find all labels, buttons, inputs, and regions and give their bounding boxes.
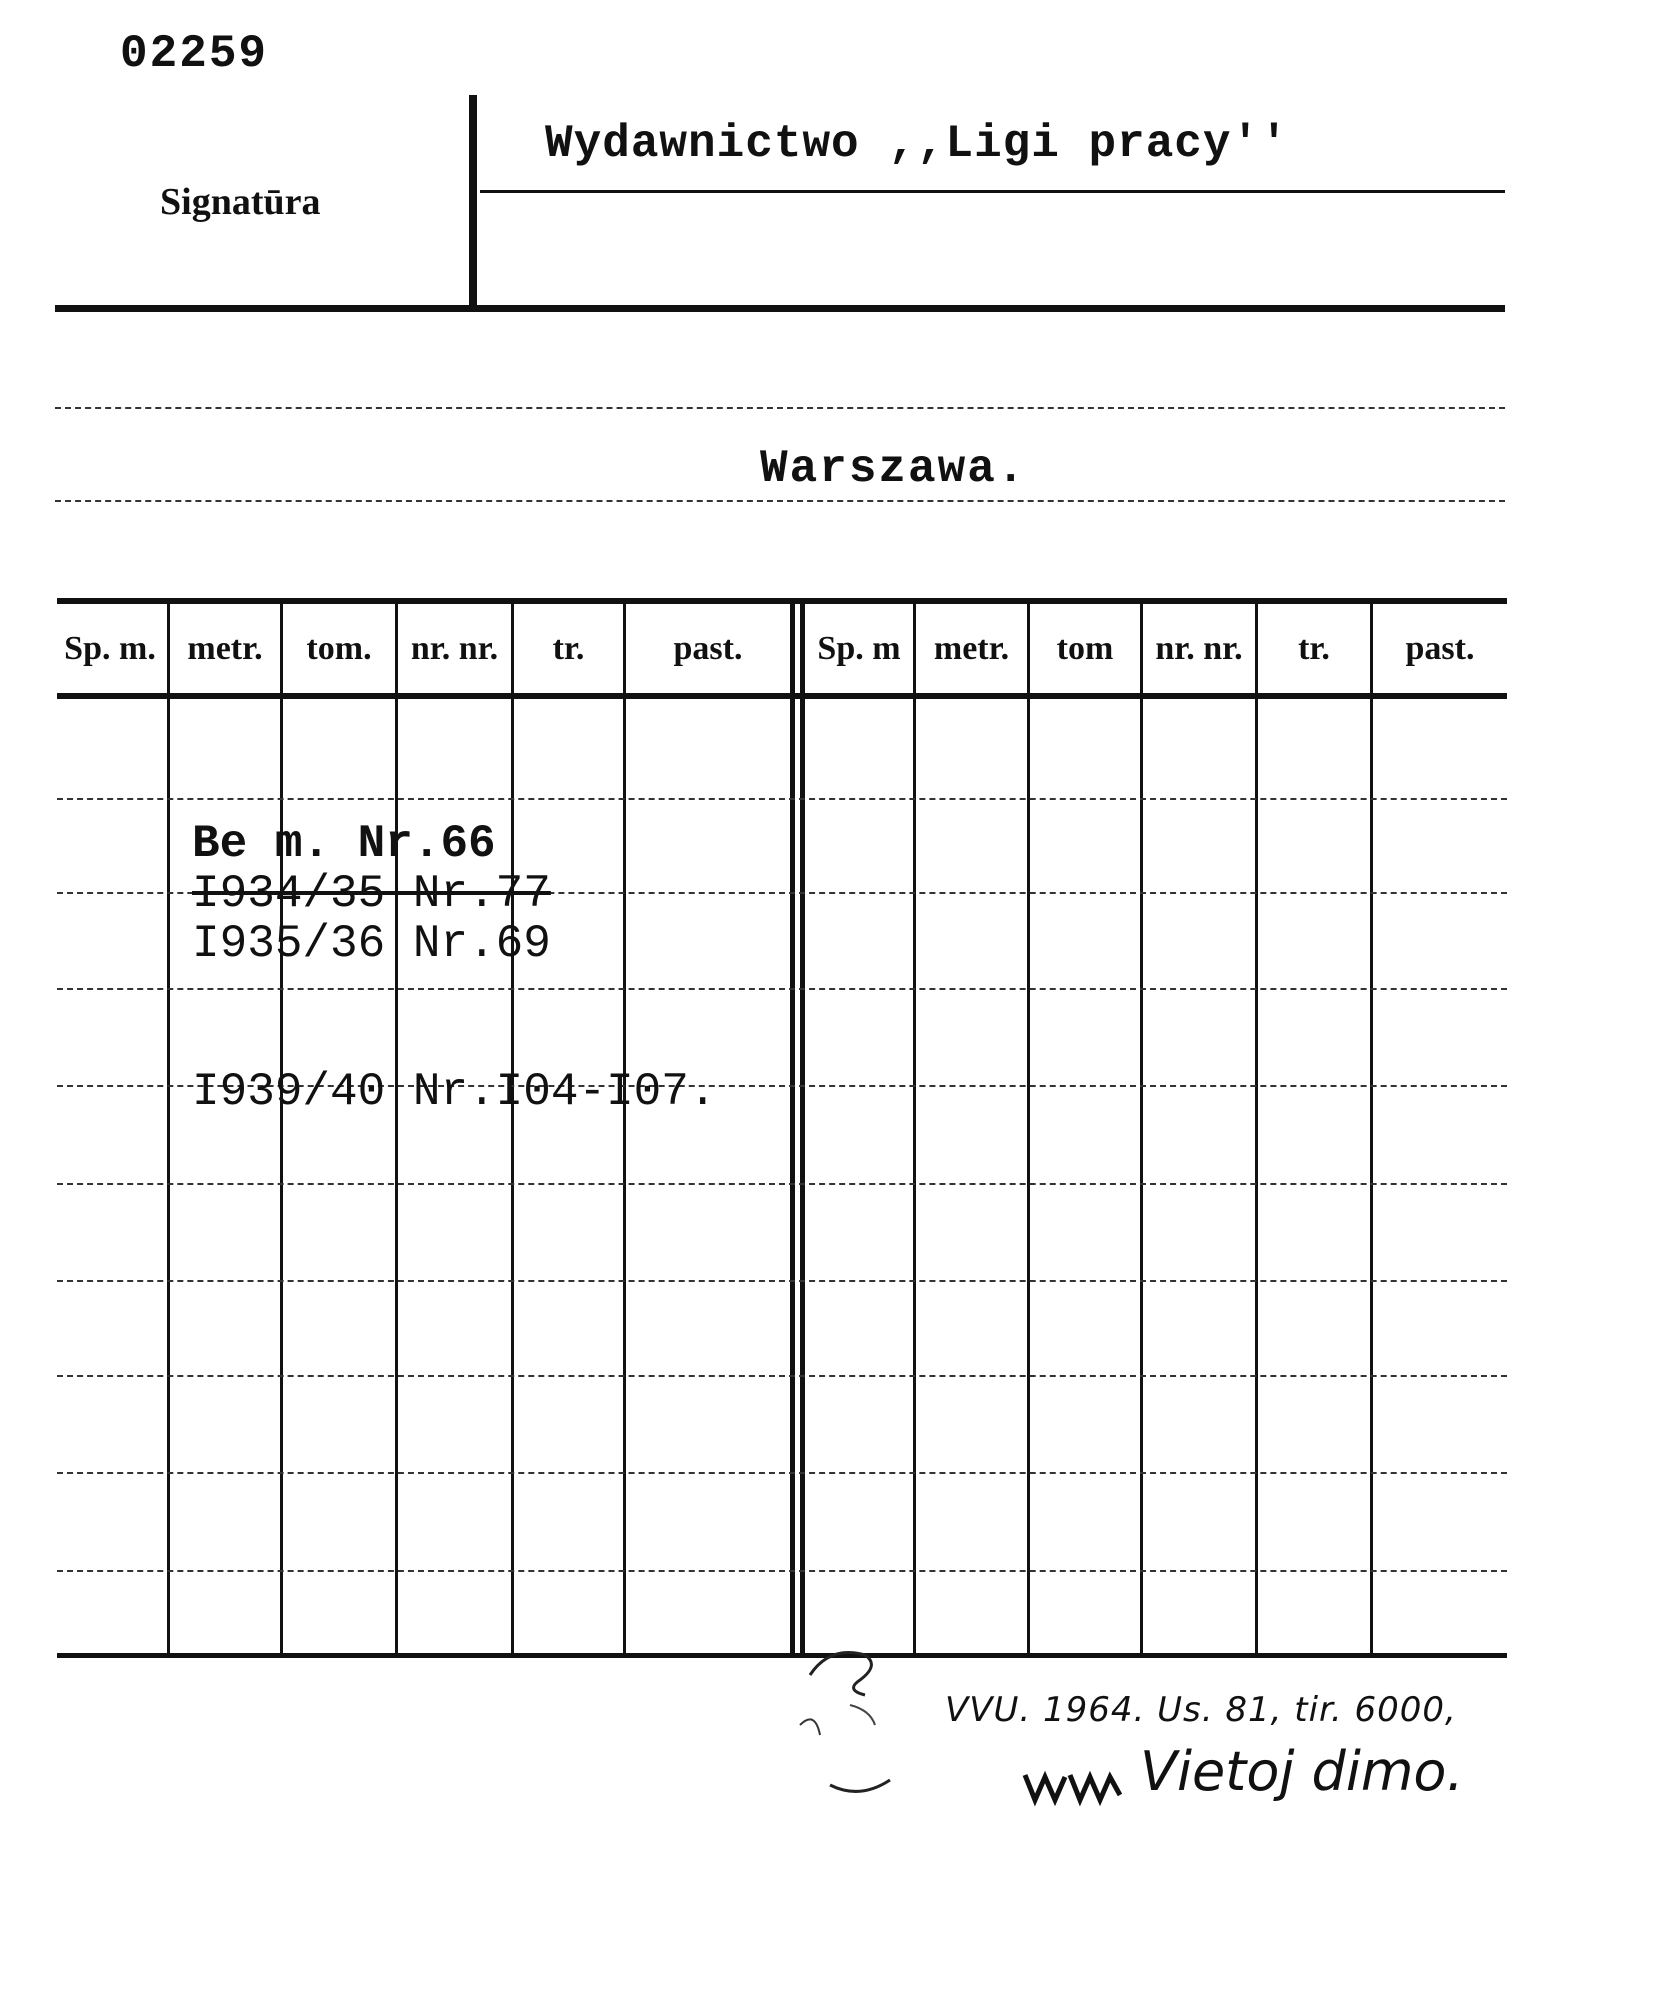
place-name: Warszawa. (760, 443, 1027, 495)
entry-bem: Be m. Nr.66 (192, 818, 496, 870)
col-header-tom-right: tom (1056, 630, 1114, 667)
col-line (1255, 604, 1258, 1654)
handwritten-note-1: VVU. 1964. Us. 81, tir. 6000, (945, 1690, 1457, 1730)
middle-double-line (800, 604, 805, 1654)
col-header-nr-nr: nr. nr. (410, 630, 499, 667)
col-line (1140, 604, 1143, 1654)
row-line (57, 1570, 1507, 1572)
entry-1935-36: I935/36 Nr.69 (192, 918, 551, 970)
row-line (57, 1183, 1507, 1185)
col-header-tr-right: tr. (1298, 630, 1330, 667)
header-divider (469, 95, 477, 310)
col-line (1370, 604, 1373, 1654)
header-bottom-rule (55, 305, 1505, 312)
col-header-tr: tr. (552, 630, 585, 667)
col-header-past-right: past. (1405, 630, 1475, 667)
col-header-tom: tom. (306, 630, 372, 667)
col-header-sp-m: Sp. m. (64, 630, 156, 667)
handwritten-note-2: Vietoj dimo. (1140, 1740, 1464, 1803)
col-line (623, 604, 626, 1654)
col-header-nr-nr-right: nr. nr. (1155, 630, 1243, 667)
table-bottom-rule (57, 1653, 1507, 1658)
entry-1934-35: I934/35 Nr.77 (192, 868, 551, 920)
table-header-rule (57, 693, 1507, 699)
row-line (57, 1472, 1507, 1474)
table-top-rule (57, 598, 1507, 604)
header-rule-2 (55, 407, 1505, 409)
row-line (57, 1280, 1507, 1282)
col-header-metr-right: metr. (933, 630, 1010, 667)
col-header-past: past. (673, 630, 743, 667)
col-line (280, 604, 283, 1654)
col-line (913, 604, 916, 1654)
row-line (57, 1375, 1507, 1377)
place-underline (55, 500, 1505, 502)
row-line (57, 798, 1507, 800)
stamp-mark (790, 1635, 910, 1805)
row-line (57, 988, 1507, 990)
col-line (167, 604, 170, 1654)
col-line (395, 604, 398, 1654)
col-line (1027, 604, 1030, 1654)
middle-double-line (790, 604, 795, 1654)
handwritten-prefix-mark (1020, 1755, 1130, 1815)
title-underline (480, 190, 1505, 193)
entry-1939-40: I939/40 Nr.I04-I07. (192, 1066, 717, 1118)
col-line (511, 604, 514, 1654)
card-number: 02259 (120, 28, 269, 80)
signature-label: Signatūra (160, 181, 321, 223)
col-header-sp-m-right: Sp. m (817, 630, 901, 667)
publisher-title: Wydawnictwo ,,Ligi pracy'' (545, 118, 1289, 170)
col-header-metr: metr. (187, 630, 263, 667)
